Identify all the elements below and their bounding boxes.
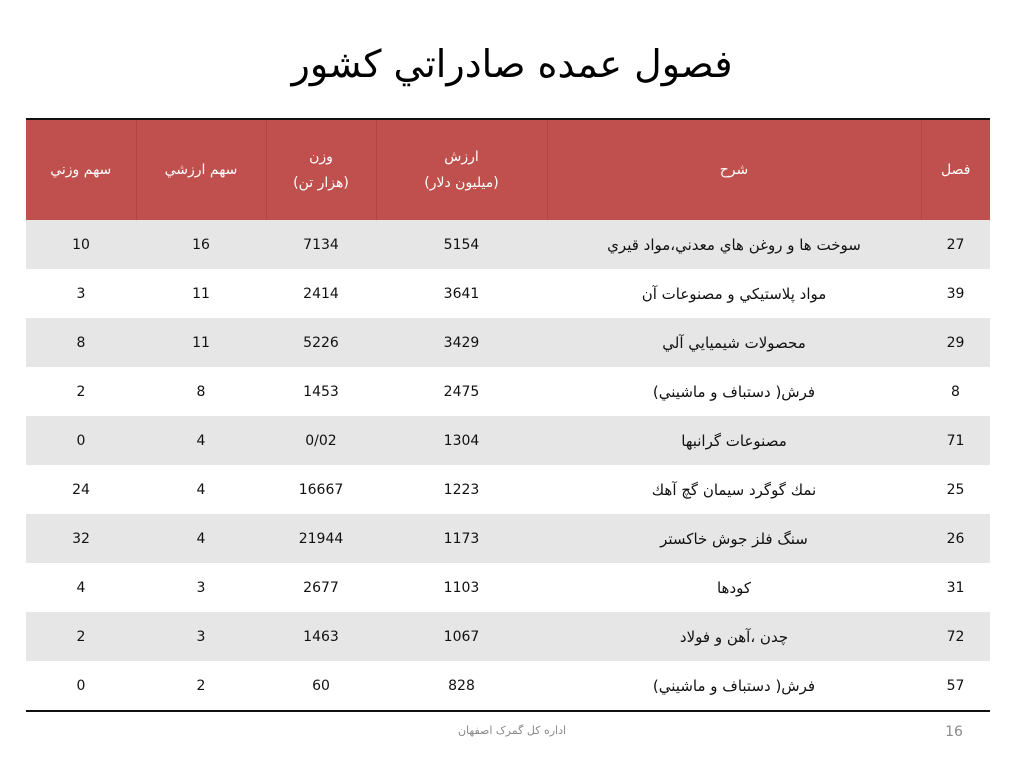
table-row <box>26 416 990 465</box>
cell-sahm-arzeshi: 4 <box>196 530 206 547</box>
cell-sahm-vazni: 2 <box>76 383 86 400</box>
cell-arzesh: 1173 <box>443 530 480 547</box>
header-vazn-unit: (هزار تن) <box>293 175 349 191</box>
cell-fasl: 27 <box>946 236 965 253</box>
cell-sahm-vazni: 10 <box>72 236 90 253</box>
cell-sahm-vazni: 0 <box>76 432 86 449</box>
cell-fasl: 57 <box>946 677 965 694</box>
header-arzesh-label: ارزش <box>444 149 479 165</box>
cell-sharh: چدن ،آهن و فولاد <box>679 627 789 646</box>
table-row <box>26 269 990 318</box>
header-vazn-label: وزن <box>309 149 333 165</box>
cell-vazn: 16667 <box>298 481 344 498</box>
header-sahm-arzeshi <box>136 120 266 220</box>
cell-fasl: 26 <box>946 530 965 547</box>
table-row <box>26 563 990 612</box>
cell-fasl: 39 <box>946 285 965 302</box>
cell-sahm-arzeshi: 4 <box>196 432 206 449</box>
header-sharh-label: شرح <box>719 162 749 178</box>
cell-vazn: 21944 <box>298 530 344 547</box>
table-row <box>26 612 990 661</box>
cell-vazn: 1463 <box>303 628 339 645</box>
cell-sahm-arzeshi: 3 <box>196 628 206 645</box>
cell-sharh: فرش( دستباف و ماشيني) <box>652 382 816 401</box>
cell-sahm-vazni: 8 <box>76 334 86 351</box>
header-arzesh-unit: (ميليون دلار) <box>424 175 499 191</box>
cell-sahm-arzeshi: 4 <box>196 481 206 498</box>
cell-fasl: 8 <box>951 383 960 400</box>
cell-sahm-arzeshi: 2 <box>196 677 206 694</box>
footer-organization: اداره کل گمرک اصفهان <box>457 724 567 737</box>
table-row <box>26 318 990 367</box>
cell-sahm-arzeshi: 11 <box>192 285 210 302</box>
cell-fasl: 25 <box>946 481 965 498</box>
exports-table-container <box>26 118 990 712</box>
cell-sahm-arzeshi: 16 <box>192 236 210 253</box>
cell-arzesh: 828 <box>448 677 475 694</box>
cell-vazn: 1453 <box>303 383 339 400</box>
cell-fasl: 71 <box>946 432 965 449</box>
cell-vazn: 2414 <box>303 285 339 302</box>
cell-vazn: 0/02 <box>305 432 337 449</box>
cell-sharh: محصولات شيميايي آلي <box>662 333 806 352</box>
header-sharh <box>547 120 921 220</box>
header-row <box>26 120 990 220</box>
cell-arzesh: 1067 <box>443 628 480 645</box>
cell-vazn: 5226 <box>303 334 339 351</box>
header-fasl <box>921 120 990 220</box>
header-sahm-arzeshi-label: سهم ارزشي <box>164 162 238 178</box>
cell-sharh: نمك گوگرد سيمان گچ آهك <box>651 480 817 499</box>
cell-sahm-vazni: 0 <box>76 677 86 694</box>
header-sahm-vazni-label: سهم وزني <box>50 162 112 178</box>
cell-arzesh: 3429 <box>443 334 480 351</box>
cell-sharh: كودها <box>716 578 752 597</box>
cell-arzesh: 3641 <box>443 285 480 302</box>
table-row <box>26 661 990 710</box>
slide-title: فصول عمده صادراتي كشور <box>291 42 733 86</box>
table-header <box>26 120 990 220</box>
cell-arzesh: 1304 <box>443 432 480 449</box>
header-fasl-label: فصل <box>941 162 971 178</box>
cell-sahm-vazni: 2 <box>76 628 86 645</box>
cell-arzesh: 2475 <box>443 383 480 400</box>
cell-arzesh: 5154 <box>443 236 480 253</box>
cell-fasl: 29 <box>946 334 965 351</box>
header-vazn <box>266 120 376 220</box>
header-sahm-vazni <box>26 120 136 220</box>
cell-sahm-arzeshi: 3 <box>196 579 206 596</box>
exports-table <box>26 120 990 710</box>
cell-sharh: مصنوعات گرانبها <box>681 431 787 450</box>
page-number: 16 <box>945 724 963 740</box>
cell-sharh: سنگ فلز جوش خاكستر <box>660 529 808 548</box>
cell-vazn: 2677 <box>303 579 339 596</box>
cell-sharh: مواد پلاستيكي و مصنوعات آن <box>641 284 827 303</box>
cell-sahm-vazni: 32 <box>72 530 90 547</box>
table-row <box>26 367 990 416</box>
table-body <box>26 220 990 710</box>
cell-sahm-arzeshi: 11 <box>192 334 210 351</box>
cell-sahm-vazni: 3 <box>76 285 86 302</box>
cell-fasl: 31 <box>946 579 965 596</box>
cell-arzesh: 1223 <box>443 481 480 498</box>
cell-sharh: سوخت ها و روغن هاي معدني،مواد قيري <box>607 235 861 254</box>
cell-vazn: 7134 <box>303 236 339 253</box>
table-row <box>26 514 990 563</box>
header-arzesh <box>376 120 547 220</box>
cell-sharh: فرش( دستباف و ماشيني) <box>652 676 816 695</box>
cell-vazn: 60 <box>312 677 330 694</box>
table-row <box>26 220 990 269</box>
cell-sahm-vazni: 4 <box>76 579 86 596</box>
cell-sahm-arzeshi: 8 <box>196 383 206 400</box>
table-row <box>26 465 990 514</box>
cell-arzesh: 1103 <box>443 579 480 596</box>
cell-sahm-vazni: 24 <box>72 481 90 498</box>
cell-fasl: 72 <box>946 628 965 645</box>
